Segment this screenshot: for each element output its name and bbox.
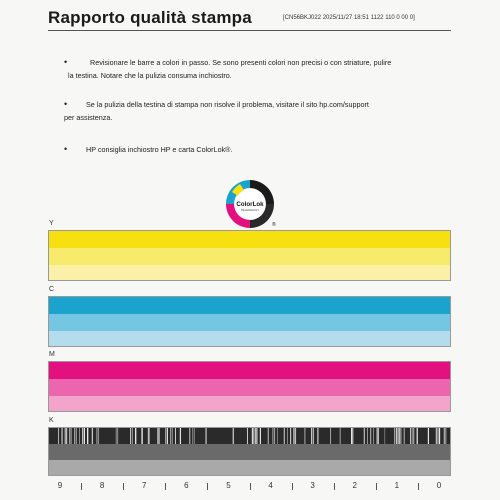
logo-subtitle: TECHNOLOGY bbox=[240, 209, 260, 212]
nozzle-scale-tick bbox=[81, 483, 82, 490]
colorlok-logo bbox=[222, 176, 278, 232]
nozzle-scale-label: 2 bbox=[352, 481, 357, 490]
black-stripe bbox=[49, 460, 450, 475]
nozzle-scale-label: 7 bbox=[141, 481, 147, 490]
nozzle-scale-label: 4 bbox=[268, 481, 273, 490]
magenta-stripe bbox=[49, 362, 450, 379]
nozzle-scale-tick bbox=[123, 483, 124, 490]
cyan-color-bar bbox=[48, 296, 451, 347]
instruction-item bbox=[66, 98, 446, 124]
printer-info: [CN56BKJ022 2025/11/27 18:51 1122 110 0 00 0] bbox=[283, 15, 415, 21]
bullet-icon: • bbox=[64, 99, 68, 109]
yellow-stripe bbox=[49, 231, 450, 248]
black-stripe bbox=[49, 428, 450, 444]
instruction-line: Revisionare le barre a colori in passo. Se sono presenti colori non precisi o con striature, pulire bbox=[90, 58, 392, 67]
instruction-item bbox=[66, 56, 446, 82]
cyan-stripe bbox=[49, 331, 450, 346]
colorlok-logo-icon bbox=[222, 176, 278, 232]
nozzle-scale-tick bbox=[334, 483, 335, 490]
logo-registered: ® bbox=[272, 222, 276, 228]
bar-label-black: K bbox=[49, 417, 54, 424]
nozzle-scale-tick bbox=[376, 483, 377, 490]
cyan-stripe bbox=[49, 314, 450, 331]
instruction-line: la testina. Notare che la pulizia consuma inchiostro. bbox=[68, 71, 232, 80]
nozzle-scale-label: 6 bbox=[184, 481, 189, 490]
nozzle-scale-tick bbox=[207, 483, 208, 490]
page-title: Rapporto qualità stampa bbox=[48, 8, 252, 27]
bar-label-yellow: Y bbox=[49, 220, 54, 227]
nozzle-scale-tick bbox=[292, 483, 293, 490]
bullet-icon: • bbox=[64, 144, 68, 154]
nozzle-scale-label: 3 bbox=[310, 481, 315, 490]
black-stripe bbox=[49, 444, 450, 460]
nozzle-scale-tick bbox=[418, 483, 419, 490]
cyan-stripe bbox=[49, 297, 450, 314]
yellow-stripe bbox=[49, 265, 450, 280]
nozzle-scale-tick bbox=[250, 483, 251, 490]
nozzle-scale-label: 9 bbox=[57, 481, 63, 490]
nozzle-scale-label: 5 bbox=[226, 481, 231, 490]
header-divider bbox=[48, 30, 451, 31]
instruction-line: HP consiglia inchiostro HP e carta ColorLok®. bbox=[86, 145, 233, 154]
bullet-icon: • bbox=[64, 57, 68, 67]
instruction-line: Se la pulizia della testina di stampa non risolve il problema, visitare il sito hp.com/support bbox=[86, 100, 369, 109]
nozzle-scale-label: 1 bbox=[394, 481, 400, 490]
nozzle-scale-label: 0 bbox=[436, 481, 442, 490]
magenta-color-bar bbox=[48, 361, 451, 412]
black-color-bar bbox=[48, 427, 451, 476]
bar-label-cyan: C bbox=[49, 286, 55, 293]
nozzle-streaks bbox=[49, 428, 450, 444]
yellow-color-bar bbox=[48, 230, 451, 281]
logo-name: ColorLok bbox=[236, 201, 264, 208]
nozzle-scale bbox=[48, 481, 451, 493]
instruction-item bbox=[66, 143, 446, 156]
yellow-stripe bbox=[49, 248, 450, 265]
nozzle-scale-tick bbox=[165, 483, 166, 490]
nozzle-scale-label: 8 bbox=[99, 481, 105, 490]
magenta-stripe bbox=[49, 379, 450, 396]
bar-label-magenta: M bbox=[49, 351, 55, 358]
magenta-stripe bbox=[49, 396, 450, 411]
instruction-line: per assistenza. bbox=[64, 113, 113, 122]
